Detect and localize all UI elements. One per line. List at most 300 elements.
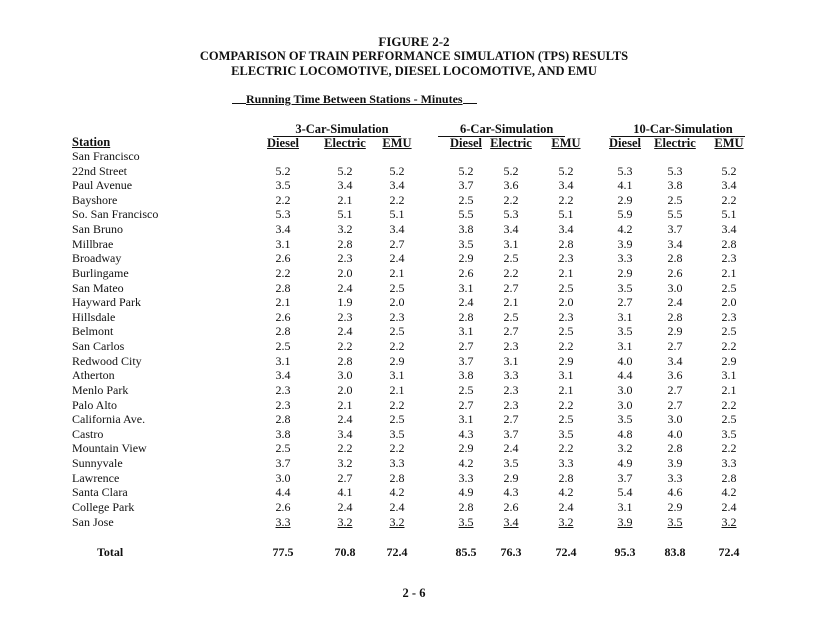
running-time-cell: 3.9	[617, 236, 633, 251]
running-time-cell: 3.0	[337, 368, 353, 383]
column-header: Electric	[654, 136, 696, 150]
running-time-cell: 3.5	[617, 412, 633, 427]
running-time-cell: 2.8	[337, 236, 353, 251]
running-time-cell: 3.2	[617, 441, 633, 456]
running-time-cell: 2.0	[337, 382, 353, 397]
running-time-cell: 2.3	[503, 397, 519, 412]
running-time-cell: 2.5	[458, 382, 474, 397]
running-time-cell: 3.3	[389, 456, 405, 471]
running-time-cell: 2.5	[721, 324, 737, 339]
running-time-cell: 5.3	[503, 207, 519, 222]
running-time-cell: 2.1	[503, 295, 519, 310]
running-time-cell: 2.4	[503, 441, 519, 456]
table-row	[0, 427, 828, 442]
running-time-cell: 2.6	[275, 309, 291, 324]
running-time-cell: 2.9	[667, 499, 683, 514]
running-time-cell: 5.2	[721, 163, 737, 178]
running-time-cell: 4.1	[617, 178, 633, 193]
running-time-cell: 5.2	[558, 163, 574, 178]
running-time-cell: 3.1	[721, 368, 737, 383]
running-time-cell: 3.0	[275, 470, 291, 485]
running-time-cell: 2.4	[558, 499, 574, 514]
table-row	[0, 222, 828, 237]
running-time-cell: 2.7	[667, 397, 683, 412]
running-time-cell: 2.7	[458, 339, 474, 354]
running-time-cell: 2.9	[503, 470, 519, 485]
running-time-cell: 5.5	[667, 207, 683, 222]
running-time-cell: 2.3	[337, 251, 353, 266]
running-time-cell: 3.3	[558, 456, 574, 471]
running-time-cell: 2.2	[389, 397, 405, 412]
station-name: Sunnyvale	[72, 456, 123, 471]
table-row	[0, 310, 828, 325]
running-time-cell: 2.7	[337, 470, 353, 485]
station-name: Castro	[72, 426, 104, 441]
table-row	[0, 237, 828, 252]
station-name: San Bruno	[72, 222, 123, 237]
running-time-cell: 3.1	[503, 353, 519, 368]
station-name: Mountain View	[72, 441, 147, 456]
running-time-cell: 2.9	[721, 353, 737, 368]
running-time-cell: 3.0	[667, 412, 683, 427]
table-row	[0, 324, 828, 339]
running-time-cell: 3.4	[667, 353, 683, 368]
running-time-cell: 2.7	[503, 412, 519, 427]
running-time-cell: 2.5	[275, 441, 291, 456]
table-row	[0, 251, 828, 266]
running-time-cell: 5.2	[458, 163, 474, 178]
running-time-cell: 2.9	[667, 324, 683, 339]
table-row	[0, 398, 828, 413]
running-time-cell: 2.8	[667, 309, 683, 324]
running-time-cell: 2.1	[721, 382, 737, 397]
total-cell: 85.5	[455, 545, 477, 559]
running-time-cell: 2.8	[389, 470, 405, 485]
running-time-cell: 3.1	[389, 368, 405, 383]
running-time-cell: 3.2	[337, 222, 353, 237]
running-time-cell: 3.1	[275, 353, 291, 368]
running-time-cell: 5.3	[275, 207, 291, 222]
running-time-cell: 2.3	[275, 397, 291, 412]
running-time-cell: 4.9	[458, 485, 474, 500]
running-time-cell: 2.8	[667, 441, 683, 456]
station-name: Burlingame	[72, 265, 129, 280]
running-time-cell: 2.8	[558, 236, 574, 251]
running-time-cell: 2.7	[617, 295, 633, 310]
running-time-cell: 4.2	[458, 456, 474, 471]
station-column-header: Station	[72, 135, 111, 149]
running-time-cell: 2.5	[558, 280, 574, 295]
running-time-cell: 5.1	[337, 207, 353, 222]
running-time-cell: 3.5	[458, 514, 474, 529]
running-time-cell: 3.4	[558, 222, 574, 237]
running-time-cell: 3.0	[617, 397, 633, 412]
running-time-cell: 2.2	[721, 397, 737, 412]
running-time-cell: 3.7	[617, 470, 633, 485]
running-time-cell: 2.2	[337, 441, 353, 456]
running-time-cell: 2.8	[275, 412, 291, 427]
running-time-cell: 2.5	[558, 412, 574, 427]
running-time-cell: 2.8	[337, 353, 353, 368]
page-number: 2 - 6	[402, 586, 426, 600]
table-row	[0, 354, 828, 369]
running-time-cell: 2.2	[558, 192, 574, 207]
running-time-cell: 3.7	[275, 456, 291, 471]
running-time-cell: 2.7	[503, 280, 519, 295]
table-row	[0, 500, 828, 515]
running-time-cell: 2.6	[275, 251, 291, 266]
table-row	[0, 178, 828, 193]
running-time-cell: 2.8	[458, 499, 474, 514]
running-time-cell: 2.1	[389, 382, 405, 397]
table-row	[0, 412, 828, 427]
running-time-cell: 3.5	[667, 514, 683, 529]
running-time-cell: 3.5	[389, 426, 405, 441]
running-time-cell: 2.9	[458, 441, 474, 456]
running-time-cell: 3.1	[275, 236, 291, 251]
station-name: San Francisco	[72, 149, 140, 163]
running-time-cell: 3.8	[458, 222, 474, 237]
running-time-cell: 3.5	[503, 456, 519, 471]
running-time-cell: 2.5	[667, 192, 683, 207]
running-time-cell: 2.2	[389, 441, 405, 456]
title-line-2: ELECTRIC LOCOMOTIVE, DIESEL LOCOMOTIVE, AND EMU	[231, 64, 597, 78]
running-time-cell: 2.3	[558, 251, 574, 266]
running-time-cell: 3.2	[721, 514, 737, 529]
running-time-cell: 2.8	[721, 470, 737, 485]
running-time-cell: 2.8	[458, 309, 474, 324]
running-time-cell: 2.1	[275, 295, 291, 310]
running-time-cell: 1.9	[337, 295, 353, 310]
figure-label: FIGURE 2-2	[378, 34, 450, 49]
running-time-cell: 3.4	[503, 514, 519, 529]
running-time-cell: 3.6	[503, 178, 519, 193]
running-time-cell: 2.8	[558, 470, 574, 485]
running-time-cell: 4.1	[337, 485, 353, 500]
group-title-6-car: 6-Car-Simulation	[438, 122, 558, 137]
running-time-cell: 3.4	[667, 236, 683, 251]
running-time-cell: 2.4	[337, 324, 353, 339]
station-name: College Park	[72, 499, 135, 514]
running-time-cell: 5.2	[275, 163, 291, 178]
running-time-cell: 2.3	[721, 251, 737, 266]
station-name: Palo Alto	[72, 397, 118, 412]
running-time-cell: 3.9	[617, 514, 633, 529]
running-time-cell: 3.3	[667, 470, 683, 485]
running-time-cell: 3.1	[617, 339, 633, 354]
running-time-cell: 3.4	[389, 222, 405, 237]
running-time-cell: 3.1	[617, 499, 633, 514]
running-time-cell: 5.3	[667, 163, 683, 178]
table-row	[0, 485, 828, 500]
running-time-cell: 2.7	[458, 397, 474, 412]
running-time-cell: 3.4	[275, 222, 291, 237]
running-time-cell: 3.3	[275, 514, 291, 529]
running-time-cell: 2.1	[337, 192, 353, 207]
running-time-cell: 4.3	[458, 426, 474, 441]
table-row	[0, 471, 828, 486]
running-time-cell: 2.3	[275, 382, 291, 397]
running-time-cell: 2.2	[721, 441, 737, 456]
running-time-cell: 2.7	[503, 324, 519, 339]
running-time-cell: 2.2	[503, 192, 519, 207]
station-name: Broadway	[72, 251, 122, 266]
running-time-cell: 5.1	[721, 207, 737, 222]
running-time-cell: 2.2	[558, 397, 574, 412]
running-time-cell: 4.0	[617, 353, 633, 368]
running-time-cell: 2.4	[389, 251, 405, 266]
running-time-cell: 3.4	[275, 368, 291, 383]
running-time-cell: 3.5	[617, 280, 633, 295]
running-time-cell: 2.1	[337, 397, 353, 412]
running-time-cell: 3.1	[503, 236, 519, 251]
column-header: Electric	[324, 136, 366, 150]
running-time-cell: 2.4	[337, 280, 353, 295]
running-time-cell: 3.5	[458, 236, 474, 251]
running-time-cell: 4.6	[667, 485, 683, 500]
running-time-cell: 2.0	[558, 295, 574, 310]
running-time-cell: 3.5	[617, 324, 633, 339]
running-time-cell: 5.1	[558, 207, 574, 222]
running-time-cell: 2.2	[558, 441, 574, 456]
running-time-cell: 3.3	[617, 251, 633, 266]
running-time-cell: 3.1	[458, 412, 474, 427]
station-name: Santa Clara	[72, 485, 128, 500]
running-time-cell: 3.1	[558, 368, 574, 383]
running-time-cell: 3.4	[337, 178, 353, 193]
running-time-cell: 2.3	[337, 309, 353, 324]
table-row	[0, 281, 828, 296]
subtitle-text: Running Time Between Stations - Minutes	[246, 92, 463, 106]
running-time-cell: 4.2	[389, 485, 405, 500]
running-time-cell: 2.2	[389, 192, 405, 207]
running-time-cell: 5.9	[617, 207, 633, 222]
running-time-cell: 5.3	[617, 163, 633, 178]
subtitle-leading-rule	[232, 103, 246, 104]
running-time-cell: 2.5	[721, 412, 737, 427]
running-time-cell: 3.7	[503, 426, 519, 441]
running-time-cell: 5.5	[458, 207, 474, 222]
running-time-cell: 3.3	[458, 470, 474, 485]
running-time-cell: 3.4	[337, 426, 353, 441]
running-time-cell: 2.2	[275, 265, 291, 280]
running-time-cell: 3.0	[617, 382, 633, 397]
running-time-cell: 3.5	[275, 178, 291, 193]
running-time-cell: 2.6	[275, 499, 291, 514]
running-time-cell: 4.2	[721, 485, 737, 500]
total-cell: 77.5	[272, 545, 294, 559]
total-cell: 72.4	[555, 545, 577, 559]
running-time-cell: 5.4	[617, 485, 633, 500]
table-row	[0, 368, 828, 383]
running-time-cell: 2.4	[721, 499, 737, 514]
table-row	[0, 193, 828, 208]
station-name: California Ave.	[72, 412, 146, 427]
running-time-cell: 3.5	[558, 426, 574, 441]
running-time-cell: 2.5	[503, 251, 519, 266]
station-name: San Jose	[72, 514, 114, 529]
running-time-cell: 3.8	[667, 178, 683, 193]
running-time-cell: 2.7	[667, 382, 683, 397]
running-time-cell: 3.2	[337, 456, 353, 471]
running-time-cell: 2.9	[617, 192, 633, 207]
station-name: So. San Francisco	[72, 207, 159, 222]
running-time-cell: 2.2	[275, 192, 291, 207]
running-time-cell: 2.4	[389, 499, 405, 514]
running-time-cell: 2.1	[389, 265, 405, 280]
running-time-cell: 2.6	[503, 499, 519, 514]
running-time-cell: 2.6	[458, 265, 474, 280]
station-name: San Mateo	[72, 280, 124, 295]
station-name: Hillsdale	[72, 309, 116, 324]
subtitle-trailing-rule	[463, 103, 477, 104]
running-time-cell: 2.8	[275, 280, 291, 295]
running-time-cell: 2.8	[721, 236, 737, 251]
running-time-cell: 2.9	[617, 265, 633, 280]
table-row	[0, 456, 828, 471]
table-row	[0, 164, 828, 179]
running-time-cell: 2.4	[337, 412, 353, 427]
running-time-cell: 3.2	[389, 514, 405, 529]
running-time-cell: 2.2	[389, 339, 405, 354]
running-time-cell: 2.3	[503, 382, 519, 397]
running-time-cell: 5.2	[389, 163, 405, 178]
running-time-cell: 3.5	[721, 426, 737, 441]
running-time-cell: 4.0	[667, 426, 683, 441]
column-header: EMU	[551, 136, 581, 150]
running-time-cell: 2.3	[558, 309, 574, 324]
running-time-cell: 3.4	[503, 222, 519, 237]
station-name: San Carlos	[72, 339, 125, 354]
column-header: EMU	[382, 136, 412, 150]
running-time-cell: 3.9	[667, 456, 683, 471]
station-name: Redwood City	[72, 353, 142, 368]
running-time-cell: 2.3	[389, 309, 405, 324]
total-cell: 83.8	[664, 545, 686, 559]
table-subtitle	[232, 92, 477, 107]
station-name: Paul Avenue	[72, 178, 133, 193]
column-header: Electric	[490, 136, 532, 150]
running-time-cell: 3.8	[458, 368, 474, 383]
station-name: Belmont	[72, 324, 114, 339]
running-time-cell: 2.7	[389, 236, 405, 251]
total-cell: 72.4	[386, 545, 408, 559]
station-name: Lawrence	[72, 470, 120, 485]
running-time-cell: 3.8	[275, 426, 291, 441]
running-time-cell: 2.5	[389, 412, 405, 427]
table-row	[0, 266, 828, 281]
running-time-cell: 3.1	[617, 309, 633, 324]
running-time-cell: 3.4	[721, 178, 737, 193]
running-time-cell: 2.1	[721, 265, 737, 280]
running-time-cell: 5.2	[503, 163, 519, 178]
running-time-cell: 4.8	[617, 426, 633, 441]
column-header: EMU	[714, 136, 744, 150]
station-name: Bayshore	[72, 192, 118, 207]
station-name: Millbrae	[72, 236, 114, 251]
total-label: Total	[97, 545, 124, 559]
total-cell: 76.3	[500, 545, 522, 559]
running-time-cell: 2.2	[721, 339, 737, 354]
running-time-cell: 3.7	[458, 353, 474, 368]
running-time-cell: 3.2	[558, 514, 574, 529]
running-time-cell: 2.0	[337, 265, 353, 280]
column-header: Diesel	[609, 136, 641, 150]
running-time-cell: 4.2	[558, 485, 574, 500]
running-time-cell: 2.9	[389, 353, 405, 368]
table-row	[0, 515, 828, 530]
total-cell: 72.4	[718, 545, 740, 559]
running-time-cell: 4.9	[617, 456, 633, 471]
station-name: Atherton	[72, 368, 115, 383]
figure-title-block	[0, 34, 828, 79]
running-time-cell: 3.4	[558, 178, 574, 193]
running-time-cell: 2.0	[721, 295, 737, 310]
running-time-cell: 2.5	[275, 339, 291, 354]
table-row	[0, 339, 828, 354]
running-time-cell: 4.3	[503, 485, 519, 500]
running-time-cell: 2.2	[558, 339, 574, 354]
running-time-cell: 3.4	[389, 178, 405, 193]
running-time-cell: 2.5	[389, 324, 405, 339]
running-time-cell: 2.7	[667, 339, 683, 354]
running-time-cell: 3.7	[667, 222, 683, 237]
running-time-cell: 2.8	[275, 324, 291, 339]
running-time-cell: 3.0	[667, 280, 683, 295]
station-name: 22nd Street	[72, 163, 127, 178]
group-title-3-car: 3-Car-Simulation	[262, 122, 412, 137]
running-time-cell: 3.1	[458, 324, 474, 339]
running-time-cell: 4.4	[275, 485, 291, 500]
running-time-cell: 3.7	[458, 178, 474, 193]
table-row	[0, 149, 828, 164]
running-time-cell: 2.9	[458, 251, 474, 266]
running-time-cell: 2.3	[503, 339, 519, 354]
running-time-cell: 2.5	[558, 324, 574, 339]
running-time-cell: 2.1	[558, 382, 574, 397]
running-time-cell: 2.4	[458, 295, 474, 310]
title-line-1: COMPARISON OF TRAIN PERFORMANCE SIMULATION (TPS) RESULTS	[199, 49, 629, 63]
running-time-cell: 2.5	[458, 192, 474, 207]
running-time-cell: 2.4	[337, 499, 353, 514]
running-time-cell: 2.1	[558, 265, 574, 280]
running-time-cell: 2.5	[503, 309, 519, 324]
running-time-cell: 4.2	[617, 222, 633, 237]
running-time-cell: 2.3	[721, 309, 737, 324]
table-row	[0, 207, 828, 222]
running-time-cell: 3.4	[721, 222, 737, 237]
running-time-cell: 5.1	[389, 207, 405, 222]
station-name: Menlo Park	[72, 382, 129, 397]
running-time-cell: 2.5	[721, 280, 737, 295]
running-time-cell: 3.1	[458, 280, 474, 295]
running-time-cell: 2.8	[667, 251, 683, 266]
running-time-cell: 2.2	[721, 192, 737, 207]
running-time-cell: 3.3	[503, 368, 519, 383]
table-row	[0, 441, 828, 456]
column-header: Diesel	[267, 136, 299, 150]
running-time-cell: 2.0	[389, 295, 405, 310]
running-time-cell: 2.2	[503, 265, 519, 280]
running-time-cell: 2.9	[558, 353, 574, 368]
group-title-10-car: 10-Car-Simulation	[608, 122, 748, 137]
running-time-cell: 2.6	[667, 265, 683, 280]
running-time-cell: 2.2	[337, 339, 353, 354]
running-time-cell: 2.4	[667, 295, 683, 310]
table-row	[0, 295, 828, 310]
running-time-cell: 3.3	[721, 456, 737, 471]
column-header: Diesel	[450, 136, 482, 150]
